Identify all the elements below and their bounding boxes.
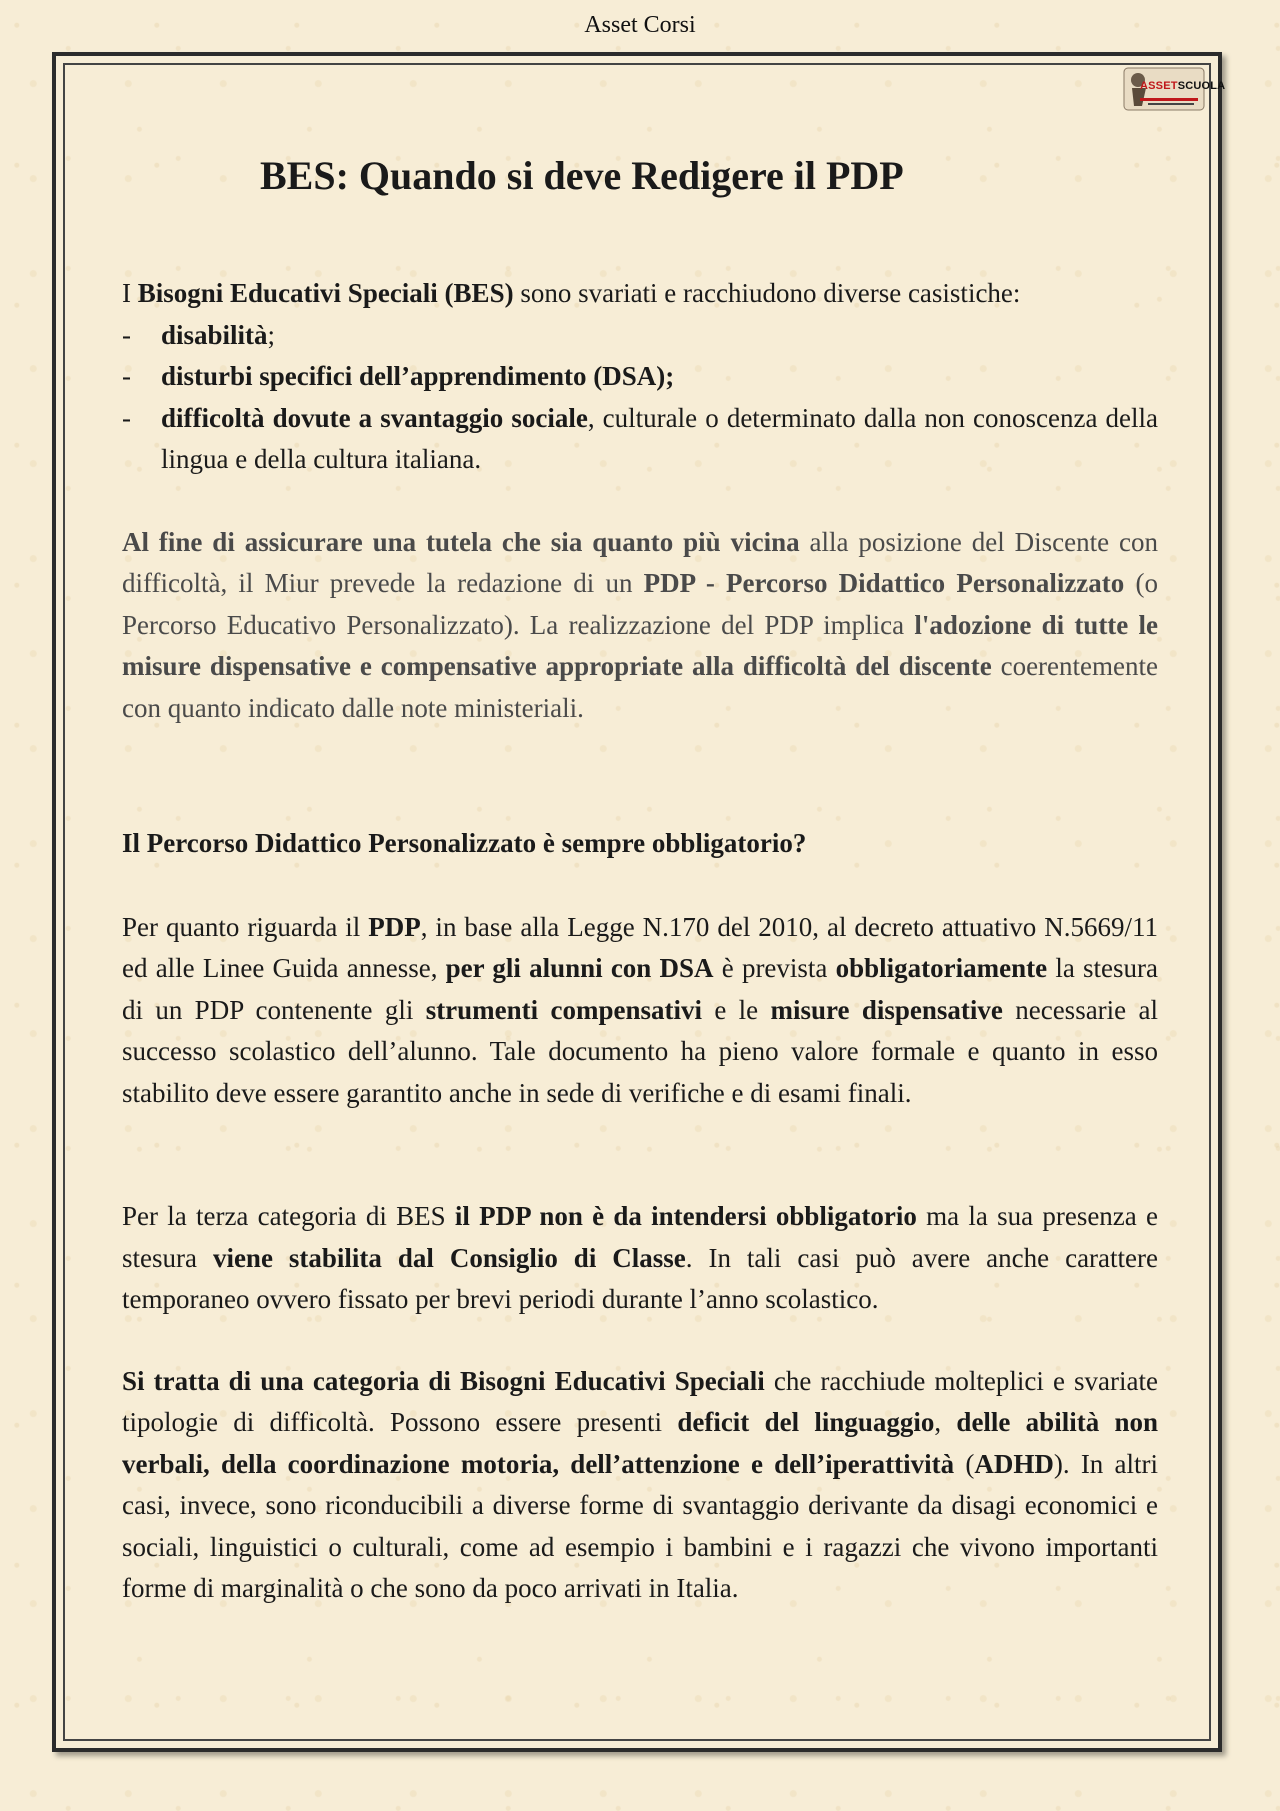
- list-item: - difficoltà dovute a svantaggio sociale, culturale o determinato dalla non conoscenza della lingua e della cultura italiana.: [122, 402, 1158, 474]
- dsa-pdp-paragraph: Per quanto riguarda il PDP, in base alla Legge N.170 del 2010, al decreto attuativo N.5669/11 ed alle Linee Guida annesse, per gli alunni con DSA è prevista obbligatoriamente la stesura di un PDP contenente gli strumenti compensativi e le misure dispensative necessarie al successo scolastico dell’alunno. Tale documento ha pieno valore formale e quanto in esso stabilito deve essere garantito anche in sede di verifiche e di esami finali.: [122, 911, 1159, 1108]
- bes-categories-list: [122, 315, 1158, 481]
- intro-paragraph: I Bisogni Educativi Speciali (BES) sono svariati e racchiudono diverse casistiche:: [122, 278, 1021, 308]
- bes-category-details-paragraph: Si tratta di una categoria di Bisogni Educativi Speciali che racchiude molteplici e svariate tipologie di difficoltà. Possono essere presenti deficit del linguaggio, delle abilità non verbali, della coordinazione motoria, dell’attenzione e dell’iperattività (ADHD). In altri casi, invece, sono riconducibili a diverse forme di svantaggio derivante da disagi economici e sociali, linguistici o culturali, come ad esempio i bambini e i ragazzi che vivono importanti forme di marginalità o che sono da poco arrivati in Italia.: [122, 1365, 1159, 1603]
- section-question-heading: Il Percorso Didattico Personalizzato è sempre obbligatorio?: [122, 828, 807, 858]
- list-item: - disturbi specifici dell’apprendimento (DSA);: [122, 361, 675, 391]
- pdp-description-paragraph: Al fine di assicurare una tutela che sia quanto più vicina alla posizione del Discente con difficoltà, il Miur prevede la redazione di un PDP - Percorso Didattico Personalizzato (o Percorso Educativo Personalizzato). La realizzazione del PDP implica l'adozione di tutte le misure dispensative e compensative appropriate alla difficoltà del discente coerentemente con quanto indicato dalle note ministeriali.: [122, 526, 1159, 723]
- document-body: [122, 140, 1158, 1610]
- page-header-title: Asset Corsi: [584, 12, 696, 38]
- document-title: BES: Quando si deve Redigere il PDP: [260, 153, 904, 198]
- third-category-paragraph: Per la terza categoria di BES il PDP non è da intendersi obbligatorio ma la sua presenza e stesura viene stabilita dal Consiglio di Classe. In tali casi può avere anche carattere temporaneo ovvero fissato per brevi periodi durante l’anno scolastico.: [122, 1201, 1159, 1314]
- logo-text-scuola: SCUOLA: [1177, 80, 1226, 92]
- logo-text-asset: ASSET: [1140, 80, 1178, 92]
- logo-wordmark: [1140, 80, 1225, 92]
- asset-scuola-logo: [1118, 62, 1226, 116]
- list-item: - disabilità;: [122, 319, 276, 350]
